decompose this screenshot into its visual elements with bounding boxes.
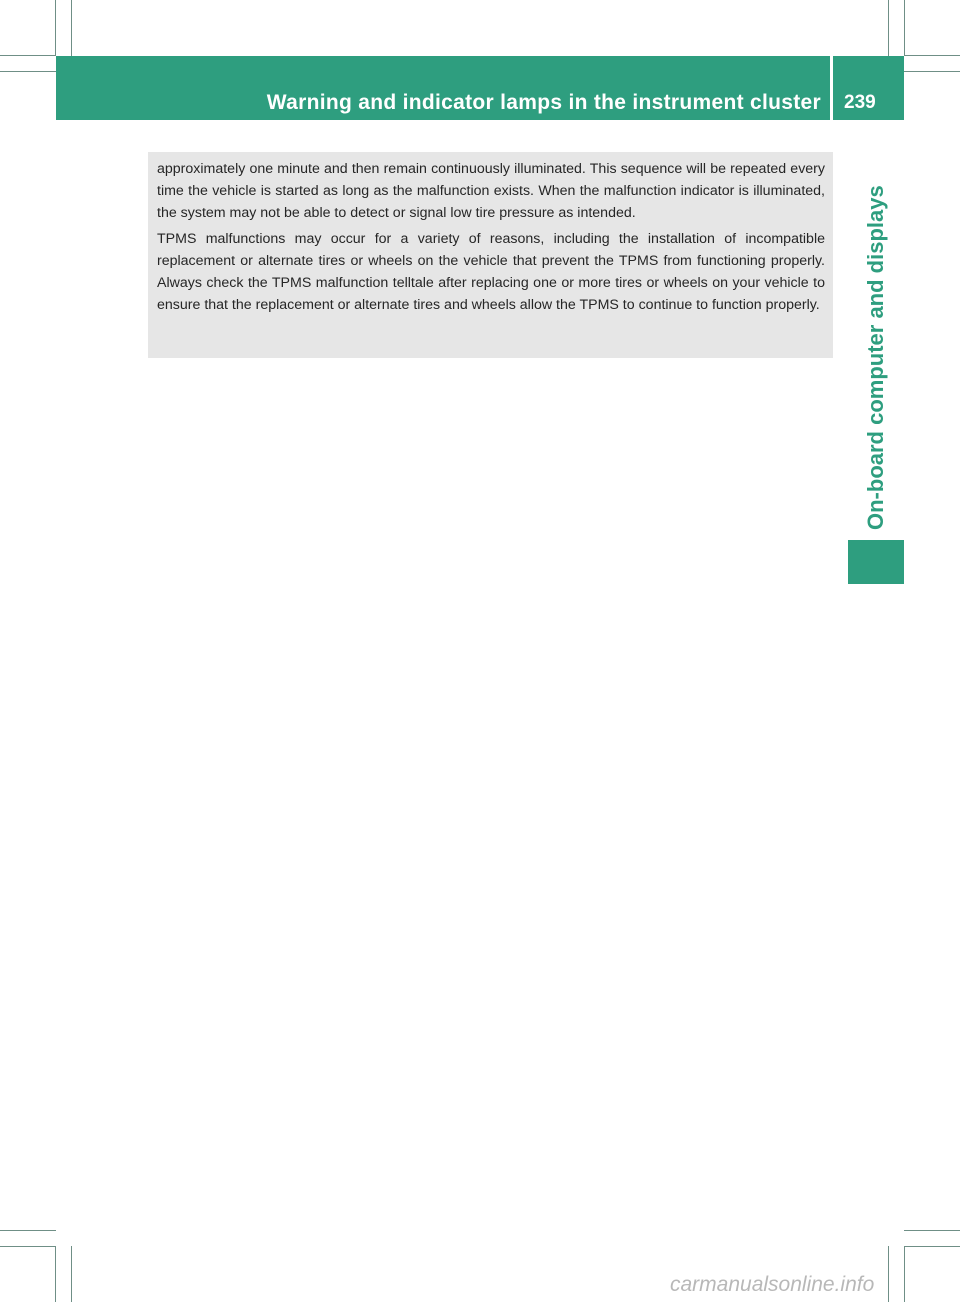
crop-mark — [904, 0, 905, 56]
notice-paragraph: TPMS malfunctions may occur for a variety of reasons, including the installation of incompatible replacement or alternate tires or wheels on the vehicle that prevent the TPMS from functioning properly. Always check the TPMS malfunction telltale after replacing one or more tires or wheels on your vehicle to ensure that the replacement or alternate tires and wheels allow the TPMS to continue to function properly. — [157, 231, 825, 313]
crop-mark — [0, 55, 56, 56]
watermark: carmanualsonline.info — [670, 1273, 875, 1296]
page-number: 239 — [844, 92, 876, 113]
header-divider — [830, 56, 833, 120]
crop-mark — [0, 1246, 56, 1247]
crop-mark — [55, 1246, 56, 1302]
page-title: Warning and indicator lamps in the instrument cluster — [266, 91, 821, 114]
crop-mark — [55, 0, 56, 56]
crop-mark — [71, 0, 72, 56]
notice-paragraph: approximately one minute and then remain continuously illuminated. This sequence will be repeated every time the vehicle is started as long as the malfunction exists. When the malfunction indicator is illuminated, the system may not be able to detect or signal low tire pressure as intended. — [157, 161, 825, 221]
crop-mark — [904, 71, 960, 72]
crop-mark — [0, 71, 56, 72]
notice-box — [148, 152, 833, 358]
crop-mark — [0, 1230, 56, 1231]
crop-mark — [888, 0, 889, 56]
section-tab-label: On-board computer and displays — [863, 185, 888, 530]
crop-mark — [904, 55, 960, 56]
crop-mark — [904, 1246, 960, 1247]
crop-mark — [904, 1230, 960, 1231]
section-marker-block — [848, 540, 904, 584]
crop-mark — [71, 1246, 72, 1302]
